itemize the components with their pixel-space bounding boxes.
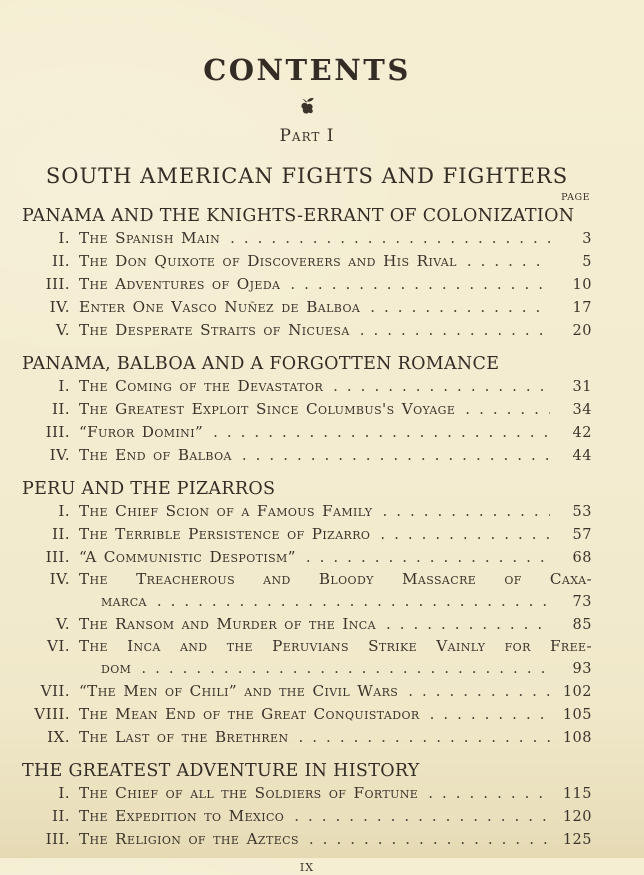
chapter-numeral: VIII. xyxy=(34,705,70,723)
page-column-label: PAGE xyxy=(561,192,590,203)
section-heading: PANAMA AND THE KNIGHTS-ERRANT OF COLONIZATION xyxy=(22,206,575,226)
toc-entry-row xyxy=(22,523,592,546)
chapter-page-number: 102 xyxy=(562,684,592,700)
toc-entry-row xyxy=(22,319,592,342)
chapter-title: “A Communistic Despotism” xyxy=(79,548,296,566)
dot-leader xyxy=(306,546,550,567)
chapter-page-number: 42 xyxy=(572,425,592,441)
chapter-page-number: 93 xyxy=(572,661,592,677)
folio-page-number: ix xyxy=(299,857,315,875)
chapter-numeral: IX. xyxy=(47,728,70,746)
chapter-title: “Furor Domini” xyxy=(79,423,204,441)
chapter-numeral: I. xyxy=(58,502,70,520)
toc-entry-row xyxy=(22,805,592,828)
section-heading: PERU AND THE PIZARROS xyxy=(22,479,276,499)
chapter-page-number: 85 xyxy=(572,617,592,633)
dot-leader xyxy=(370,296,550,317)
toc-entry-row xyxy=(22,828,592,851)
dot-leader xyxy=(290,273,550,294)
chapter-numeral: III. xyxy=(45,548,70,566)
section-heading: PANAMA, BALBOA AND A FORGOTTEN ROMANCE xyxy=(22,354,500,374)
chapter-page-number: 17 xyxy=(572,300,592,316)
toc-entry-row xyxy=(22,375,592,398)
dot-leader xyxy=(380,523,550,544)
toc-entry-row xyxy=(22,227,592,250)
chapter-page-number: 44 xyxy=(572,448,592,464)
chapter-page-number: 10 xyxy=(572,277,592,293)
toc-entry-row xyxy=(22,703,592,726)
chapter-numeral: III. xyxy=(45,423,70,441)
chapter-title: The Coming of the Devastator xyxy=(79,377,324,395)
chapter-title: The End of Balboa xyxy=(79,446,232,464)
dot-leader xyxy=(333,375,550,396)
toc-section-panama-knights-errant xyxy=(22,205,592,342)
dot-leader xyxy=(430,703,550,724)
chapter-title-line1: The Inca and the Peruvians Strike Vainly for Free- xyxy=(79,637,592,655)
chapter-title: The Mean End of the Great Conquistador xyxy=(79,705,420,723)
dot-leader xyxy=(213,421,550,442)
chapter-numeral: IV. xyxy=(49,446,70,464)
dot-leader xyxy=(360,319,550,340)
toc-entry-row xyxy=(22,500,592,523)
toc-entry-row xyxy=(22,250,592,273)
toc-section-panama-balboa-romance xyxy=(22,353,592,467)
dot-leader xyxy=(386,613,550,634)
chapter-page-number: 108 xyxy=(562,730,592,746)
fleuron-ornament-icon xyxy=(22,95,592,119)
chapter-page-number: 34 xyxy=(572,402,592,418)
chapter-page-number: 73 xyxy=(572,594,592,610)
toc-entry-continuation-row xyxy=(22,657,592,680)
dot-leader xyxy=(230,227,550,248)
chapter-title: The Expedition to Mexico xyxy=(79,807,285,825)
chapter-page-number: 53 xyxy=(572,504,592,520)
toc-entry-continuation-row xyxy=(22,590,592,613)
toc-entry-row xyxy=(22,296,592,319)
chapter-title: The Chief of all the Soldiers of Fortune xyxy=(79,784,419,802)
chapter-numeral: II. xyxy=(51,252,70,270)
dot-leader xyxy=(299,726,550,747)
page-title: CONTENTS xyxy=(203,53,411,87)
chapter-page-number: 31 xyxy=(572,379,592,395)
chapter-numeral: VI. xyxy=(47,637,70,655)
chapter-title-line2: marca xyxy=(101,592,147,610)
chapter-page-number: 3 xyxy=(582,231,592,247)
chapter-numeral: I. xyxy=(58,784,70,802)
chapter-numeral: IV. xyxy=(49,298,70,316)
dot-leader xyxy=(141,657,550,678)
chapter-page-number: 68 xyxy=(572,550,592,566)
chapter-numeral: II. xyxy=(51,400,70,418)
dot-leader xyxy=(309,828,550,849)
chapter-numeral: IV. xyxy=(49,570,70,588)
chapter-title: The Adventures of Ojeda xyxy=(79,275,281,293)
chapter-page-number: 20 xyxy=(572,323,592,339)
toc-entry-row xyxy=(22,680,592,703)
toc-entry-row xyxy=(22,569,592,590)
dot-leader xyxy=(157,590,550,611)
dot-leader xyxy=(428,782,550,803)
toc-entry-row xyxy=(22,444,592,467)
chapter-title: The Greatest Exploit Since Columbus's Voyage xyxy=(79,400,456,418)
chapter-title: The Spanish Main xyxy=(79,229,221,247)
part-heading: Part I xyxy=(279,126,335,146)
toc-section-greatest-adventure xyxy=(22,760,592,851)
dot-leader xyxy=(242,444,550,465)
dot-leader xyxy=(294,805,550,826)
section-heading: THE GREATEST ADVENTURE IN HISTORY xyxy=(22,761,420,781)
chapter-numeral: II. xyxy=(51,525,70,543)
chapter-title: Enter One Vasco Nuñez de Balboa xyxy=(79,298,361,316)
chapter-title: The Religion of the Aztecs xyxy=(79,830,299,848)
toc-entry-row xyxy=(22,782,592,805)
chapter-title: The Last of the Brethren xyxy=(79,728,289,746)
chapter-numeral: III. xyxy=(45,830,70,848)
chapter-title-line1: The Treacherous and Bloody Massacre of Caxa- xyxy=(79,570,592,588)
chapter-numeral: I. xyxy=(58,377,70,395)
dot-leader xyxy=(467,250,550,271)
chapter-title: The Chief Scion of a Famous Family xyxy=(79,502,373,520)
chapter-numeral: VII. xyxy=(40,682,70,700)
chapter-title: The Don Quixote of Discoverers and His Rival xyxy=(79,252,457,270)
toc-entry-row xyxy=(22,613,592,636)
chapter-title: “The Men of Chili” and the Civil Wars xyxy=(79,682,399,700)
chapter-title: The Desperate Straits of Nicuesa xyxy=(79,321,350,339)
chapter-title-line2: dom xyxy=(101,659,132,677)
toc-section-peru-pizarros xyxy=(22,478,592,749)
chapter-title: The Terrible Persistence of Pizarro xyxy=(79,525,371,543)
chapter-numeral: V. xyxy=(56,615,70,633)
toc-entry-row xyxy=(22,546,592,569)
chapter-numeral: I. xyxy=(58,229,70,247)
chapter-page-number: 125 xyxy=(562,832,592,848)
dot-leader xyxy=(382,500,550,521)
chapter-numeral: III. xyxy=(45,275,70,293)
toc-entry-row xyxy=(22,273,592,296)
chapter-numeral: V. xyxy=(56,321,70,339)
chapter-page-number: 105 xyxy=(562,707,592,723)
toc-entry-row xyxy=(22,726,592,749)
chapter-page-number: 120 xyxy=(562,809,592,825)
chapter-page-number: 115 xyxy=(562,786,592,802)
toc-entry-row xyxy=(22,398,592,421)
chapter-title: The Ransom and Murder of the Inca xyxy=(79,615,376,633)
toc-entry-row xyxy=(22,421,592,444)
book-title: SOUTH AMERICAN FIGHTS AND FIGHTERS xyxy=(45,164,569,188)
toc-entry-row xyxy=(22,636,592,657)
chapter-page-number: 57 xyxy=(572,527,592,543)
chapter-numeral: II. xyxy=(51,807,70,825)
dot-leader xyxy=(408,680,550,701)
dot-leader xyxy=(465,398,550,419)
chapter-page-number: 5 xyxy=(582,254,592,270)
